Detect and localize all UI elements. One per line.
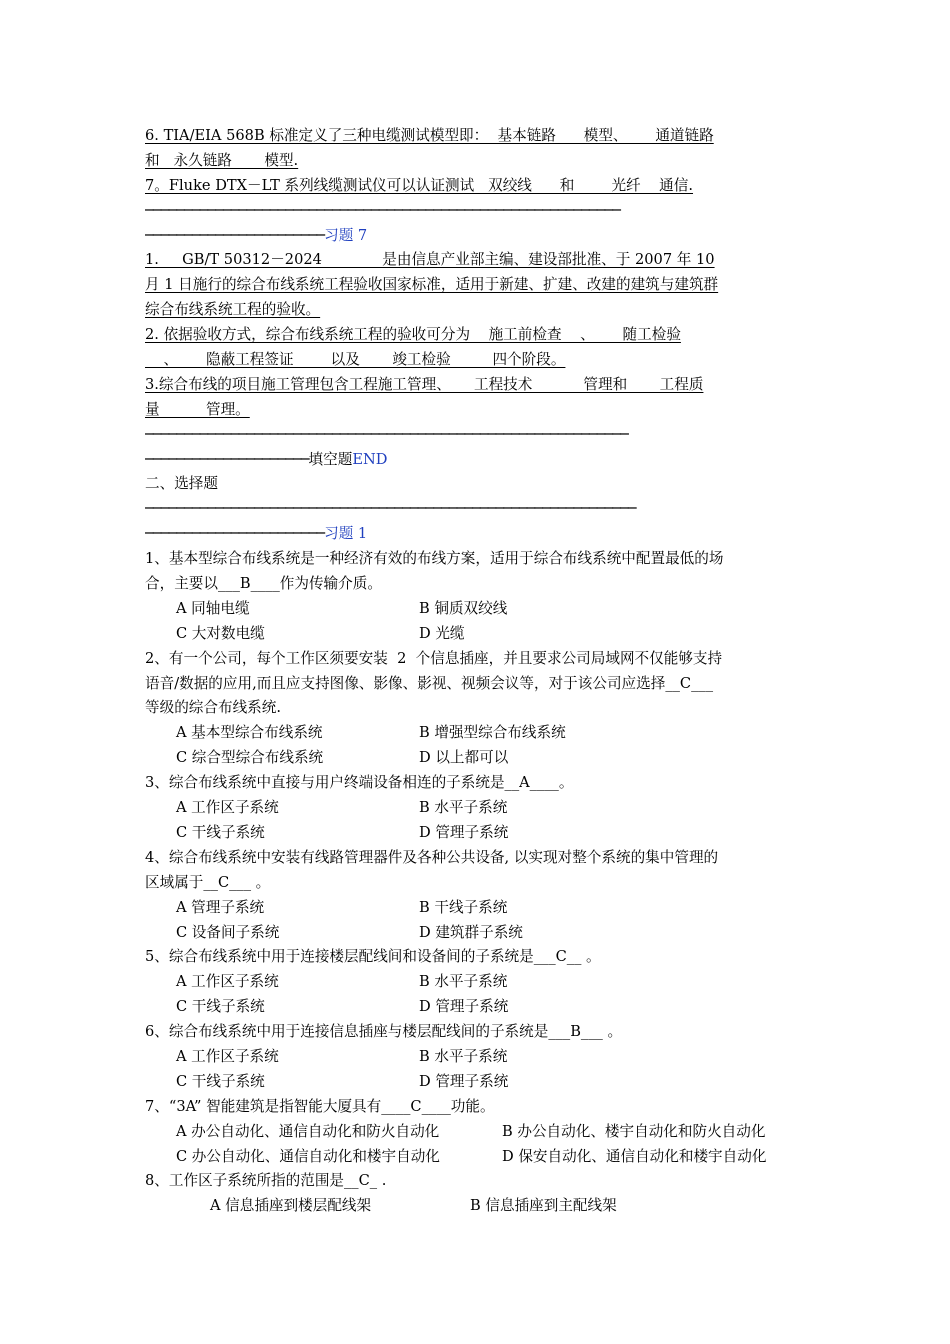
options-row	[145, 921, 810, 946]
fill-q6-line2: 和 永久链路 模型.	[145, 151, 299, 169]
option-c: C 办公自动化、通信自动化和楼宇自动化	[176, 1147, 440, 1165]
option-b: B 铜质双绞线	[419, 599, 508, 617]
question-4-line2: 区域属于__C___ 。	[145, 873, 271, 891]
options-row	[145, 796, 810, 821]
exercise7-q1-line3: 综合布线系统工程的验收。	[145, 301, 321, 319]
option-a: A 工作区子系统	[176, 1047, 279, 1065]
options-row	[145, 896, 810, 921]
separator: ──────────────────────────────────────────────────────────────	[145, 425, 628, 443]
exercise7-q1-line2: 月 1 日施行的综合布线系统工程验收国家标准，适用于新建、扩建、改建的建筑与建筑群	[145, 276, 719, 294]
fill-q6-line1: 6. TIA/EIA 568B 标准定义了三种电缆测试模型即： 基本链路 模型、 通道链路	[145, 127, 714, 144]
exercise7-q3-line1: 3.综合布线的项目施工管理包含工程施工管理、 工程技术 管理和 工程质	[145, 375, 704, 393]
separator-label-line: ─────────────────────填空题END	[145, 450, 388, 468]
exercise7-q2-line1: 2. 依据验收方式，综合布线系统工程的验收可分为 施工前检查 、 随工检验	[145, 326, 681, 344]
option-a: A 办公自动化、通信自动化和防火自动化	[176, 1122, 440, 1140]
section-heading: 二、选择题	[145, 475, 218, 493]
options-row	[145, 1070, 810, 1095]
option-b: B 办公自动化、楼宇自动化和防火自动化	[502, 1122, 766, 1140]
options-row	[145, 821, 810, 846]
option-d: D 以上都可以	[419, 749, 509, 767]
question-1-line1: 1、基本型综合布线系统是一种经济有效的布线方案，适用于综合布线系统中配置最低的场	[145, 550, 724, 568]
separator-label-line: ───────────────────────习题 1	[145, 525, 368, 543]
option-c: C 干线子系统	[176, 823, 265, 841]
option-a: A 信息插座到楼层配线架	[210, 1197, 372, 1215]
question-4-line1: 4、综合布线系统中安装有线路管理器件及各种公共设备, 以实现对整个系统的集中管理的	[145, 848, 719, 866]
section-label: 习题 7	[324, 226, 368, 244]
exercise7-q2-line2: 、 隐蔽工程签证 以及 竣工检验 四个阶段。	[145, 351, 566, 369]
option-d: D 保安自动化、通信自动化和楼宇自动化	[502, 1147, 767, 1165]
options-row	[145, 746, 810, 771]
option-b: B 水平子系统	[419, 973, 508, 991]
option-b: B 增强型综合布线系统	[419, 724, 566, 742]
question-3-line1: 3、综合布线系统中直接与用户终端设备相连的子系统是__A____。	[145, 774, 574, 792]
section-label: 填空题	[308, 450, 353, 468]
option-b: B 水平子系统	[419, 1047, 508, 1065]
option-a: A 同轴电缆	[176, 599, 250, 617]
option-b: B 水平子系统	[419, 799, 508, 817]
option-a: A 基本型综合布线系统	[176, 724, 323, 742]
option-d: D 管理子系统	[419, 823, 509, 841]
fill-q7-line1: 7。Fluke DTX－LT 系列线缆测试仪可以认证测试 双绞线 和 光纤 通信.	[145, 176, 694, 194]
question-5-line1: 5、综合布线系统中用于连接楼层配线间和设备间的子系统是___C__ 。	[145, 948, 601, 966]
option-c: C 干线子系统	[176, 1072, 265, 1090]
option-d: D 管理子系统	[419, 998, 509, 1016]
options-row	[145, 995, 810, 1020]
document-page	[145, 124, 810, 1219]
options-row	[145, 1045, 810, 1070]
option-a: A 工作区子系统	[176, 973, 279, 991]
option-d: D 建筑群子系统	[419, 923, 523, 941]
question-7-line1: 7、“3A” 智能建筑是指智能大厦具有____C____功能。	[145, 1097, 495, 1115]
options-row	[145, 622, 810, 647]
option-d: D 光缆	[419, 624, 465, 642]
option-c: C 设备间子系统	[176, 923, 280, 941]
separator: ─────────────────────────────────────────────────────────────	[145, 201, 620, 219]
option-c: C 干线子系统	[176, 998, 265, 1016]
separator-label-line: ───────────────────────习题 7	[145, 226, 368, 244]
option-c: C 大对数电缆	[176, 624, 265, 642]
section-label: 习题 1	[324, 525, 368, 543]
exercise7-q1-line1: 1. GB/T 50312－2024 是由信息产业部主编、建设部批准、于 2007 年 10	[145, 251, 715, 269]
option-b: B 信息插座到主配线架	[470, 1197, 617, 1215]
section-end-label: END	[352, 450, 388, 468]
options-row	[145, 721, 810, 746]
option-b: B 干线子系统	[419, 898, 508, 916]
option-a: A 工作区子系统	[176, 799, 279, 817]
options-row	[145, 1194, 810, 1219]
options-row	[145, 597, 810, 622]
option-d: D 管理子系统	[419, 1072, 509, 1090]
option-c: C 综合型综合布线系统	[176, 749, 324, 767]
question-6-line1: 6、综合布线系统中用于连接信息插座与楼层配线间的子系统是___B___ 。	[145, 1023, 623, 1041]
question-2-line3: 等级的综合布线系统.	[145, 699, 281, 717]
question-1-line2: 合，主要以___B____作为传输介质。	[145, 575, 382, 593]
exercise7-q3-line2: 量 管理。	[145, 400, 250, 418]
options-row	[145, 1120, 810, 1145]
separator: ───────────────────────────────────────────────────────────────	[145, 500, 636, 518]
question-8-line1: 8、工作区子系统所指的范围是__C_ .	[145, 1172, 387, 1190]
question-2-line1: 2、有一个公司，每个工作区须要安装 2 个信息插座，并且要求公司局域网不仅能够支持	[145, 649, 723, 667]
option-a: A 管理子系统	[176, 898, 265, 916]
question-2-line2: 语音/数据的应用,而且应支持图像、影像、影视、视频会议等，对于该公司应选择__C___	[145, 674, 713, 692]
options-row	[145, 970, 810, 995]
options-row	[145, 1145, 810, 1170]
